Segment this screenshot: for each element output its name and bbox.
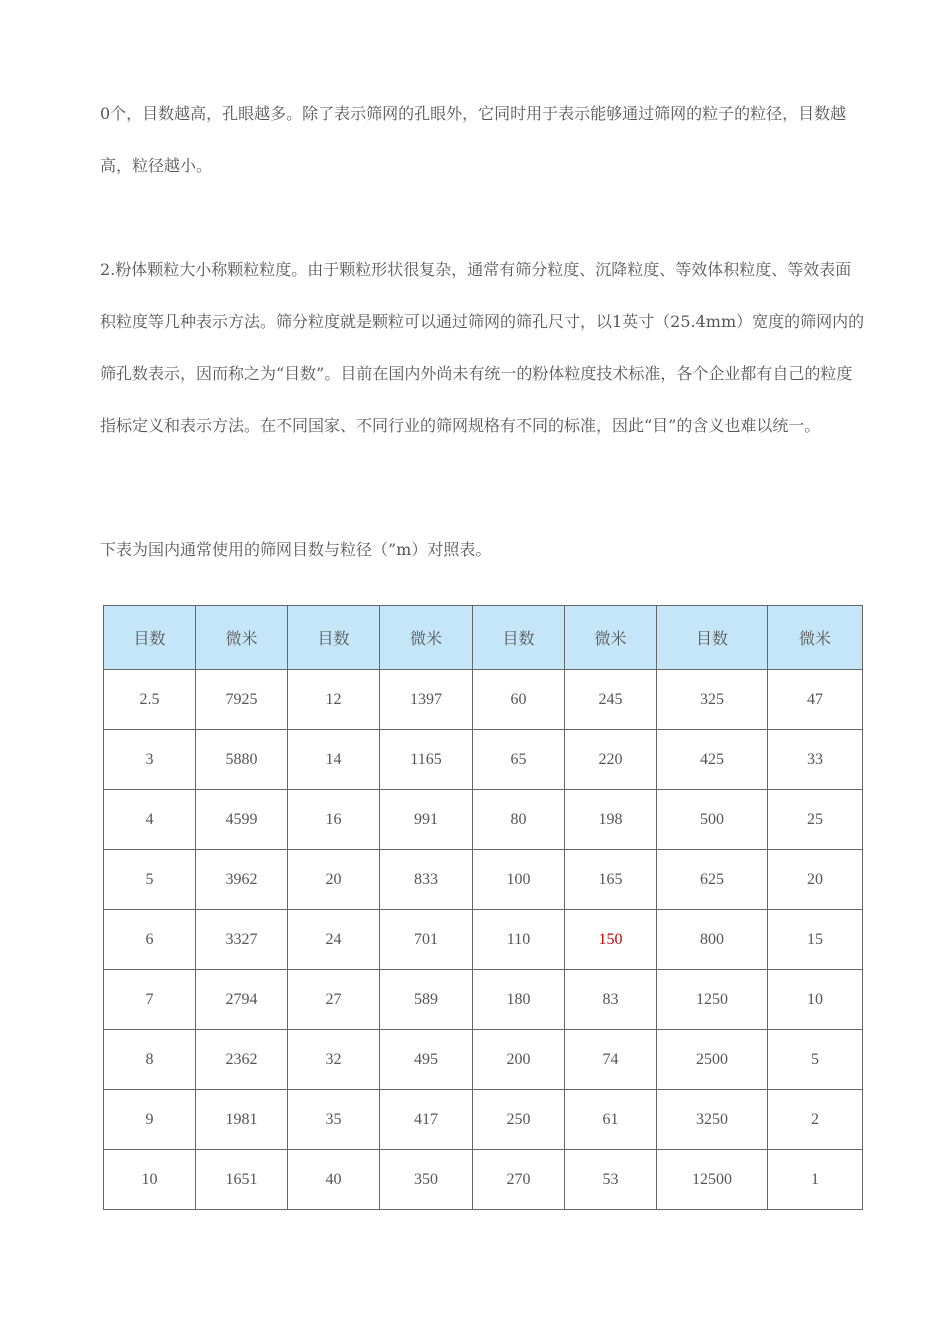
table-cell: 1250 — [657, 970, 768, 1030]
table-cell: 7925 — [196, 670, 288, 730]
table-cell: 833 — [380, 850, 473, 910]
table-cell: 495 — [380, 1030, 473, 1090]
table-cell: 9 — [104, 1090, 196, 1150]
table-cell: 110 — [473, 910, 565, 970]
table-cell: 198 — [565, 790, 657, 850]
table-cell: 27 — [288, 970, 380, 1030]
table-cell: 701 — [380, 910, 473, 970]
table-cell: 6 — [104, 910, 196, 970]
table-cell: 245 — [565, 670, 657, 730]
table-cell: 80 — [473, 790, 565, 850]
table-cell: 24 — [288, 910, 380, 970]
table-cell: 625 — [657, 850, 768, 910]
table-cell: 25 — [768, 790, 863, 850]
table-cell: 165 — [565, 850, 657, 910]
table-cell: 3962 — [196, 850, 288, 910]
header-mesh: 目数 — [473, 606, 565, 670]
table-cell: 53 — [565, 1150, 657, 1210]
table-cell: 417 — [380, 1090, 473, 1150]
table-cell: 350 — [380, 1150, 473, 1210]
table-cell: 10 — [768, 970, 863, 1030]
table-cell: 5880 — [196, 730, 288, 790]
table-cell: 8 — [104, 1030, 196, 1090]
table-row — [104, 790, 863, 850]
table-header-row — [104, 606, 863, 670]
table-cell: 65 — [473, 730, 565, 790]
header-micron: 微米 — [768, 606, 863, 670]
table-cell: 270 — [473, 1150, 565, 1210]
table-cell: 500 — [657, 790, 768, 850]
table-row — [104, 1150, 863, 1210]
table-cell: 74 — [565, 1030, 657, 1090]
table-cell: 4599 — [196, 790, 288, 850]
header-micron: 微米 — [565, 606, 657, 670]
table-cell: 1981 — [196, 1090, 288, 1150]
table-cell: 991 — [380, 790, 473, 850]
table-cell: 1 — [768, 1150, 863, 1210]
table-cell: 12500 — [657, 1150, 768, 1210]
table-cell: 1397 — [380, 670, 473, 730]
table-cell: 800 — [657, 910, 768, 970]
table-cell: 1165 — [380, 730, 473, 790]
table-cell: 425 — [657, 730, 768, 790]
table-row — [104, 910, 863, 970]
table-cell: 40 — [288, 1150, 380, 1210]
table-row — [104, 670, 863, 730]
header-micron: 微米 — [380, 606, 473, 670]
table-cell: 32 — [288, 1030, 380, 1090]
table-cell: 4 — [104, 790, 196, 850]
table-cell: 61 — [565, 1090, 657, 1150]
table-cell: 35 — [288, 1090, 380, 1150]
table-cell: 2 — [768, 1090, 863, 1150]
table-cell: 60 — [473, 670, 565, 730]
table-cell: 3327 — [196, 910, 288, 970]
paragraph-particle-size: 2.粉体颗粒大小称颗粒粒度。由于颗粒形状很复杂，通常有筛分粒度、沉降粒度、等效体积粒度、等效表面积粒度等几种表示方法。筛分粒度就是颗粒可以通过筛网的筛孔尺寸，以1英寸（25.4mm）宽度的筛网内的筛孔数表示，因而称之为“目数”。目前在国内外尚未有统一的粉体粒度技术标准，各个企业都有自己的粒度指标定义和表示方法。在不同国家、不同行业的筛网规格有不同的标准，因此“目”的含义也难以统一。 — [100, 260, 865, 435]
table-row — [104, 730, 863, 790]
table-cell: 16 — [288, 790, 380, 850]
table-cell: 10 — [104, 1150, 196, 1210]
table-cell: 100 — [473, 850, 565, 910]
table-row — [104, 970, 863, 1030]
paragraph-table-intro: 下表为国内通常使用的筛网目数与粒径（”m）对照表。 — [100, 540, 492, 559]
table-cell: 3250 — [657, 1090, 768, 1150]
table-cell: 2500 — [657, 1030, 768, 1090]
paragraph-mesh-definition: 0个，目数越高，孔眼越多。除了表示筛网的孔眼外，它同时用于表示能够通过筛网的粒子的粒径，目数越高，粒径越小。 — [100, 104, 847, 175]
table-cell-highlighted: 150 — [565, 910, 657, 970]
header-mesh: 目数 — [657, 606, 768, 670]
table-cell: 5 — [768, 1030, 863, 1090]
header-micron: 微米 — [196, 606, 288, 670]
table-cell: 33 — [768, 730, 863, 790]
table-row — [104, 1030, 863, 1090]
header-mesh: 目数 — [104, 606, 196, 670]
mesh-size-table — [103, 605, 863, 1210]
table-cell: 20 — [288, 850, 380, 910]
table-cell: 47 — [768, 670, 863, 730]
table-cell: 7 — [104, 970, 196, 1030]
table-row — [104, 850, 863, 910]
table-row — [104, 1090, 863, 1150]
table-cell: 3 — [104, 730, 196, 790]
table-cell: 1651 — [196, 1150, 288, 1210]
table-cell: 20 — [768, 850, 863, 910]
table-cell: 250 — [473, 1090, 565, 1150]
table-cell: 2362 — [196, 1030, 288, 1090]
table-cell: 200 — [473, 1030, 565, 1090]
table-cell: 325 — [657, 670, 768, 730]
table-cell: 83 — [565, 970, 657, 1030]
table-cell: 180 — [473, 970, 565, 1030]
table-cell: 220 — [565, 730, 657, 790]
table-cell: 15 — [768, 910, 863, 970]
header-mesh: 目数 — [288, 606, 380, 670]
table-cell: 2794 — [196, 970, 288, 1030]
table-cell: 589 — [380, 970, 473, 1030]
table-cell: 5 — [104, 850, 196, 910]
table-cell: 14 — [288, 730, 380, 790]
table-cell: 2.5 — [104, 670, 196, 730]
table-cell: 12 — [288, 670, 380, 730]
